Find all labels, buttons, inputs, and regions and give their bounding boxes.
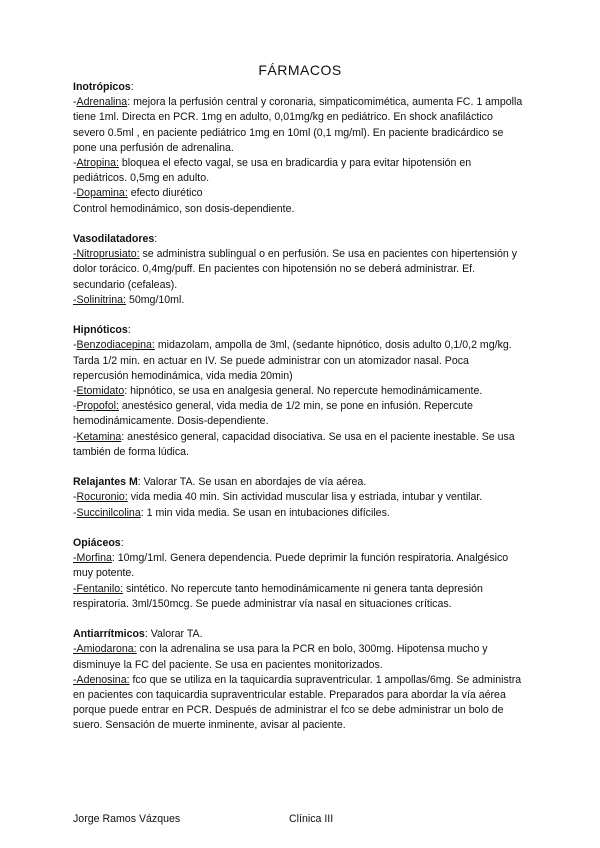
drug-name: -Solinitrina: — [73, 293, 126, 306]
drug-name: -Adenosina: — [73, 673, 130, 686]
section — [73, 475, 525, 521]
entry-prefix: - — [73, 385, 77, 398]
drug-description: : anestésico general, capacidad disociativa. Se usa en el paciente inestable. Se usa también de forma lúdica. — [73, 430, 515, 458]
footer-course: Clínica III — [289, 813, 334, 825]
drug-entry — [73, 202, 525, 217]
drug-description: fco que se utiliza en la taquicardia supraventricular. 1 ampollas/6mg. Se administra en pacientes con taquicardia supraventricular estable. Preparados para abordar la vía aérea porque puede entrar en PCR. Después de administrar el fco se debe administrar un bolo de suero. Sensación de muerte inminente, avisar al paciente. — [73, 673, 522, 732]
drug-entry — [73, 247, 525, 293]
drug-description: bloquea el efecto vagal, se usa en bradicardia y para evitar hipotensión en pediátricos. 0,5mg en adulto. — [73, 157, 472, 185]
drug-description: midazolam, ampolla de 3ml, (sedante hipnótico, dosis adulto 0,1/0,2 mg/kg. Tarda 1/2 min. en actuar en IV. Se puede administrar con un atomizador nasal. Poca repercusión hemodinámica, vida media 20min) — [73, 339, 512, 382]
section-heading-label: Vasodilatadores — [73, 233, 155, 246]
drug-entry — [73, 95, 525, 156]
drug-name: Benzodiacepina: — [76, 339, 155, 352]
drug-name: -Morfina — [73, 552, 112, 565]
section-heading — [73, 475, 525, 490]
drug-entry — [73, 399, 525, 429]
section-heading — [73, 323, 525, 338]
section — [73, 323, 525, 460]
entry-prefix: - — [73, 187, 77, 200]
entry-prefix: - — [73, 96, 77, 109]
drug-name: -Nitroprusiato: — [73, 248, 140, 261]
drug-description: : hipnótico, se usa en analgesia general. No repercute hemodinámicamente. — [124, 385, 483, 398]
section — [73, 536, 525, 612]
section-heading-note: : — [130, 81, 134, 93]
entry-prefix: - — [73, 430, 77, 443]
entry-prefix: - — [73, 400, 77, 413]
drug-name: Atropina: — [76, 157, 119, 170]
section-heading — [73, 536, 525, 551]
drug-description: : mejora la perfusión central y coronaria, simpaticomimética, aumenta FC. 1 ampolla tiene 1ml. Directa en PCR. 1mg en adulto, 0,01mg/kg en pediátrico. En shock anafiláctico severo 0.5ml , en paciente pediátrico 1mg en 10ml (0,1 mg/ml). En paciente bradicárdico se pone una perfusión de adrenalina. — [73, 96, 523, 154]
drug-description: anestésico general, vida media de 1/2 min, se pone en infusión. Repercute hemodinámicamente. Dosis-dependiente. — [73, 400, 473, 428]
drug-description: vida media 40 min. Sin actividad muscular lisa y estriada, intubar y ventilar. — [127, 491, 483, 504]
section — [73, 80, 525, 217]
drug-name: Rocuronio: — [76, 491, 128, 504]
section-heading-note: : — [120, 537, 124, 550]
entry-prefix: - — [73, 506, 77, 519]
drug-description: con la adrenalina se usa para la PCR en bolo, 300mg. Hipotensa mucho y disminuye la FC del paciente. Se usa en pacientes monitorizados. — [73, 643, 488, 671]
drug-name: Etomidato — [76, 385, 125, 398]
section-heading-label: Opiáceos — [73, 537, 121, 550]
drug-entry — [73, 186, 525, 201]
drug-entry — [73, 384, 525, 399]
entry-prefix: - — [73, 491, 77, 504]
drug-description: se administra sublingual o en perfusión. Se usa en pacientes con hipertensión y dolor torácico. 0,4mg/puff. En pacientes con hipotensión no se deberá administrar. Ef. secundario (cefaleas). — [73, 248, 518, 291]
entry-prefix: - — [73, 157, 77, 170]
drug-entry — [73, 490, 525, 505]
drug-entry — [73, 156, 525, 186]
drug-description: 50mg/10ml. — [126, 293, 185, 306]
drug-description: Control hemodinámico, son dosis-dependiente. — [73, 202, 295, 215]
footer-author: Jorge Ramos Vázques — [73, 813, 181, 825]
drug-entry — [73, 293, 525, 308]
section-heading-note: : Valorar TA. — [144, 628, 203, 641]
page-title: FÁRMACOS — [258, 62, 342, 78]
drug-entry — [73, 338, 525, 384]
drug-name: -Fentanilo: — [73, 582, 124, 595]
section-heading-note: : — [127, 324, 131, 337]
section-heading-label: Relajantes M — [73, 476, 138, 489]
section-heading — [73, 80, 525, 95]
drug-entry — [73, 430, 525, 460]
drug-name: -Amiodarona: — [73, 643, 137, 656]
section-heading-label: Antiarrítmicos — [73, 628, 145, 641]
section-heading-label: Hipnóticos — [73, 324, 128, 337]
entry-prefix: - — [73, 339, 77, 352]
drug-entry — [73, 673, 525, 734]
drug-entry — [73, 582, 525, 612]
section-heading — [73, 232, 525, 247]
document-body — [73, 80, 525, 749]
section — [73, 627, 525, 733]
drug-description: : 10mg/1ml. Genera dependencia. Puede deprimir la función respiratoria. Analgésico muy potente. — [73, 552, 509, 580]
section-heading-label: Inotrópicos — [73, 81, 131, 93]
drug-name: Ketamina — [76, 430, 122, 443]
section-heading-note: : Valorar TA. Se usan en abordajes de vía aérea. — [137, 476, 367, 489]
drug-description: : 1 min vida media. Se usan en intubaciones difíciles. — [140, 506, 390, 519]
drug-name: Propofol: — [76, 400, 119, 413]
drug-entry — [73, 506, 525, 521]
drug-description: sintético. No repercute tanto hemodinámicamente ni genera tanta depresión respiratoria. 3ml/150mcg. Se puede administrar vía nasal en situaciones críticas. — [73, 582, 483, 610]
section — [73, 232, 525, 308]
drug-entry — [73, 642, 525, 672]
section-heading-note: : — [154, 233, 158, 246]
drug-name: Succinilcolina — [76, 506, 141, 519]
section-heading — [73, 627, 525, 642]
drug-description: efecto diurético — [127, 187, 203, 200]
drug-entry — [73, 551, 525, 581]
drug-name: Adrenalina — [76, 96, 128, 109]
drug-name: Dopamina: — [76, 187, 128, 200]
